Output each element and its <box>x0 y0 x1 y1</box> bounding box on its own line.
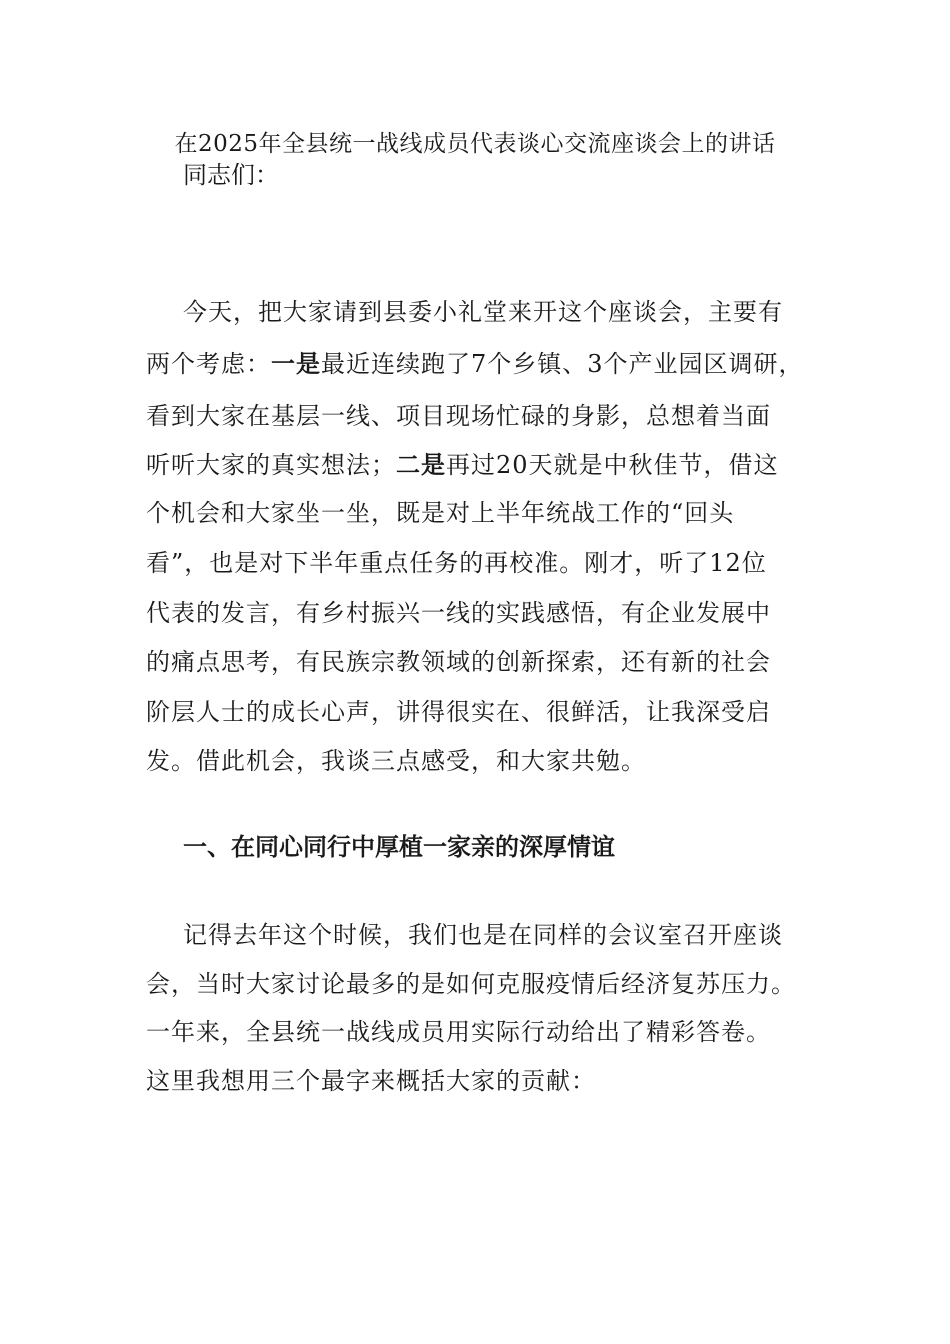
intro-text: 最近连续跑了7个乡镇、3个产业园区调研， <box>321 350 804 378</box>
section-line: 一年来，全县统一战线成员用实际行动给出了精彩答卷。 <box>146 1018 771 1046</box>
bold-marker-second: 二是 <box>396 451 446 479</box>
section-line: 会，当时大家讨论最多的是如何克服疫情后经济复苏压力。 <box>146 970 796 998</box>
intro-line <box>146 447 779 483</box>
intro-line: 看到大家在基层一线、项目现场忙碌的身影，总想着当面 <box>146 402 771 430</box>
intro-text: 再过20天就是中秋佳节，借这 <box>446 451 779 479</box>
intro-line: 阶层人士的成长心声，讲得很实在、很鲜活，让我深受启 <box>146 698 771 726</box>
document-title: 在2025年全县统一战线成员代表谈心交流座谈会上的讲话 <box>174 131 776 157</box>
intro-line: 发。借此机会，我谈三点感受，和大家共勉。 <box>146 747 646 775</box>
bold-marker-first: 一是 <box>271 350 321 378</box>
intro-line: 看”，也是对下半年重点任务的再校准。刚才，听了12位 <box>146 549 767 577</box>
intro-text: 两个考虑： <box>146 350 271 378</box>
intro-line: 的痛点思考，有民族宗教领域的创新探索，还有新的社会 <box>146 648 771 676</box>
intro-line <box>146 346 804 382</box>
section-line: 这里我想用三个最字来概括大家的贡献： <box>146 1067 596 1095</box>
intro-line: 个机会和大家坐一坐，既是对上半年统战工作的“回头 <box>146 499 735 527</box>
intro-text: 听听大家的真实想法； <box>146 451 396 479</box>
section-heading: 一、在同心同行中厚植一家亲的深厚情谊 <box>183 833 615 861</box>
intro-line: 代表的发言，有乡村振兴一线的实践感悟，有企业发展中 <box>146 599 771 627</box>
section-line: 记得去年这个时候，我们也是在同样的会议室召开座谈 <box>183 921 783 949</box>
intro-line: 今天，把大家请到县委小礼堂来开这个座谈会，主要有 <box>183 298 783 326</box>
salutation: 同志们： <box>183 161 279 189</box>
